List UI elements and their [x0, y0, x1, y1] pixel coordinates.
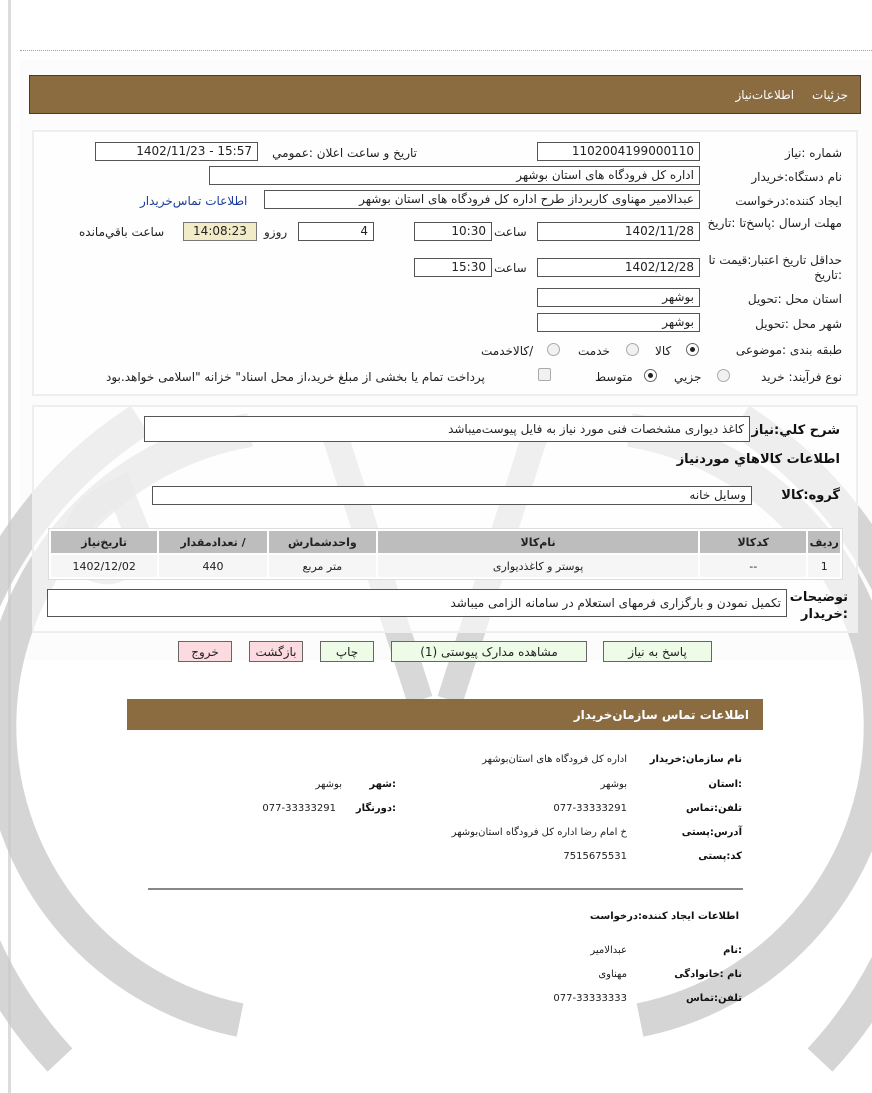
need-number-field: 1102004199000110 — [537, 142, 700, 161]
table-row — [51, 555, 840, 577]
creator-name-value: عبدالامیر — [590, 945, 627, 956]
creator-field: عبدالامیر مهناوی کاربرداز طرح اداره کل فرودگاه های استان بوشهر — [264, 190, 700, 209]
col-item-code: کدکالا — [700, 531, 806, 553]
buyer-org-label: نام دستگاه:خریدار — [751, 170, 842, 184]
cell-unit: متر مربع — [269, 555, 376, 577]
group-field: وسایل خانه — [152, 486, 752, 505]
print-button[interactable]: چاپ — [320, 641, 374, 662]
buyer-fax-value: 077-33333291 — [262, 803, 336, 814]
buyer-org-field: اداره کل فرودگاه های استان بوشهر — [209, 166, 700, 185]
city-label: شهر محل :تحویل — [755, 317, 842, 331]
process-option-medium: متوسط — [595, 370, 633, 384]
buyer-notes-label: توضیحات :خریدار — [789, 590, 848, 622]
cell-need-date: 1402/12/02 — [51, 555, 157, 577]
process-label: نوع فرآیند: خرید — [761, 370, 842, 384]
view-attachments-button[interactable]: مشاهده مدارک پیوستی (1) — [391, 641, 587, 662]
category-option-service: خدمت — [578, 344, 610, 358]
announce-label: تاریخ و ساعت اعلان :عمومي — [272, 146, 417, 160]
process-option-minor: جزيي — [674, 370, 702, 384]
general-desc-field: کاغذ دیواری مشخصات فنی مورد نیاز به فایل پیوست‌میباشد — [144, 416, 750, 442]
category-label: طبقه بندی :موضوعی — [735, 343, 842, 357]
section-divider — [148, 888, 743, 890]
buyer-org-name-label: نام سازمان:خریدار — [649, 754, 742, 765]
buyer-address-label: آدرس:پستی — [681, 827, 742, 838]
general-desc-label: شرح کلي:نیاز — [751, 423, 840, 438]
col-row-no: ردیف — [808, 531, 840, 553]
buyer-contact-title: اطلاعات تماس سازمان‌خریدار — [573, 707, 749, 722]
process-radio-minor[interactable] — [717, 369, 730, 382]
cell-item-name: پوستر و کاغذ‌دیواری — [378, 555, 698, 577]
cell-row-no: 1 — [808, 555, 840, 577]
validity-time-field: 15:30 — [414, 258, 492, 277]
city-field: بوشهر — [537, 313, 700, 332]
category-radio-service[interactable] — [626, 343, 639, 356]
province-field: بوشهر — [537, 288, 700, 307]
tab-need-info[interactable]: اطلاعات‌نیاز — [735, 87, 795, 102]
deadline-date-field: 1402/11/28 — [537, 222, 700, 241]
tab-details[interactable]: جزئيات — [812, 87, 848, 102]
cell-quantity: 440 — [159, 555, 266, 577]
exit-button[interactable]: خروج — [178, 641, 232, 662]
treasury-payment-note: پرداخت تمام یا بخشی از مبلغ خرید،از محل اسناد" خزانه "اسلامی خواهد.بود — [106, 370, 485, 384]
treasury-payment-checkbox[interactable] — [538, 368, 551, 381]
category-option-goods: کالا — [655, 344, 672, 358]
back-button[interactable]: بازگشت — [249, 641, 303, 662]
creator-contact-title: اطلاعات ایجاد کننده:درخواست — [589, 911, 739, 922]
creator-phone-value: 077-33333333 — [553, 993, 627, 1004]
creator-family-value: مهناوی — [598, 969, 627, 980]
buyer-province-label: :استان — [708, 779, 742, 790]
days-remaining-field: 4 — [298, 222, 374, 241]
col-item-name: نام‌کالا — [378, 531, 698, 553]
col-unit: واحدشمارش — [269, 531, 376, 553]
table-header-row — [51, 531, 840, 553]
category-option-goods-service: /کالاخدمت — [481, 344, 534, 358]
announce-field: 1402/11/23 - 15:57 — [95, 142, 258, 161]
buyer-postal-value: 7515675531 — [563, 851, 627, 862]
left-border — [8, 0, 11, 1093]
deadline-time-field: 10:30 — [414, 222, 492, 241]
validity-time-label: ساعت — [494, 261, 527, 275]
deadline-time-label: ساعت — [494, 225, 527, 239]
creator-phone-label: تلفن:تماس — [685, 993, 742, 1004]
creator-label: ایجاد کننده:درخواست — [735, 194, 842, 208]
top-divider — [20, 50, 872, 51]
buyer-city-value: بوشهر — [315, 779, 342, 790]
col-need-date: تاریخ‌نیاز — [51, 531, 157, 553]
deadline-label: مهلت ارسال :پاسخ‌تا :تاریخ — [707, 216, 842, 230]
goods-info-title: اطلاعات کالاهاي موردنیاز — [676, 452, 840, 467]
province-label: استان محل :تحویل — [747, 292, 842, 306]
remaining-time-label: ساعت باقي‌مانده — [79, 225, 165, 239]
buyer-notes-field: تکمیل نمودن و بارگزاری فرمهای استعلام در سامانه الزامی میباشد — [47, 589, 787, 617]
process-radio-medium[interactable] — [644, 369, 657, 382]
remaining-time-timer: 14:08:23 — [183, 222, 257, 241]
buyer-city-label: :شهر — [369, 779, 396, 790]
group-label: گروه:کالا — [781, 488, 840, 503]
cell-item-code: -- — [700, 555, 806, 577]
validity-label: حداقل تاریخ اعتبار:قیمت تا :تاریخ — [708, 253, 842, 282]
buyer-address-value: خ امام رضا اداره کل فرودگاه استان‌بوشهر — [451, 827, 627, 838]
creator-name-label: :نام — [723, 945, 742, 956]
header-bar — [29, 75, 861, 114]
buyer-contact-header — [127, 699, 763, 730]
goods-table — [48, 528, 843, 580]
buyer-phone-value: 077-33333291 — [553, 803, 627, 814]
creator-family-label: نام :خانوادگی — [674, 969, 742, 980]
need-number-label: شماره :نیاز — [785, 146, 842, 160]
buyer-phone-label: تلفن:تماس — [685, 803, 742, 814]
category-radio-goods-service[interactable] — [547, 343, 560, 356]
buyer-postal-label: کد:پستی — [698, 851, 742, 862]
validity-date-field: 1402/12/28 — [537, 258, 700, 277]
days-label: روزو — [264, 225, 288, 239]
buyer-fax-label: :دورنگار — [355, 803, 396, 814]
reply-button[interactable]: پاسخ به نیاز — [603, 641, 712, 662]
category-radio-goods[interactable] — [686, 343, 699, 356]
col-quantity: / تعدادمقدار — [159, 531, 266, 553]
buyer-province-value: بوشهر — [600, 779, 627, 790]
buyer-contact-link[interactable]: اطلاعات تماس‌خریدار — [140, 194, 248, 208]
buyer-org-name-value: اداره کل فرودگاه های استان‌بوشهر — [482, 754, 627, 765]
